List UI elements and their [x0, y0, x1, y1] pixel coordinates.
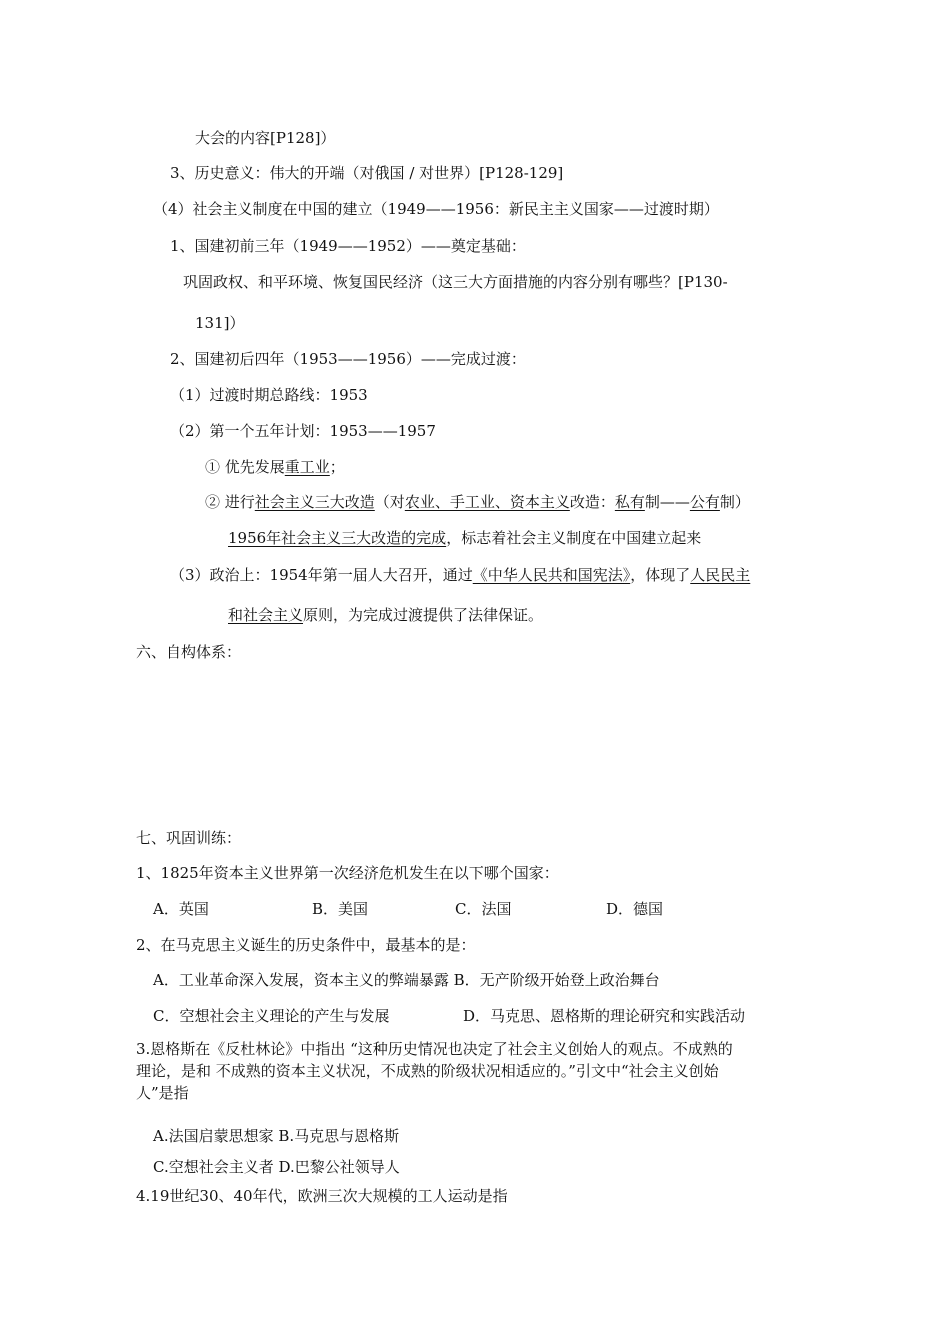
underlined-term: 私有 [614, 493, 645, 511]
text-line: 巩固政权、和平环境、恢复国民经济（这三大方面措施的内容分别有哪些？[P130- [183, 273, 728, 291]
text-line: （1）过渡时期总路线：1953 [170, 386, 368, 404]
underlined-term: 和社会主义 [228, 606, 304, 624]
option: C．空想社会主义理论的产生与发展 [153, 1007, 390, 1025]
text-span: （3）政治上：1954年第一届人大召开，通过 [170, 566, 473, 584]
underlined-term: 农业、手工业、资本主义 [404, 493, 570, 511]
question: 人”是指 [136, 1084, 189, 1102]
text-line: （2）第一个五年计划：1953——1957 [170, 422, 436, 440]
option: C.空想社会主义者 D.巴黎公社领导人 [153, 1158, 400, 1176]
text-line: 2、国建初后四年（1953——1956）——完成过渡： [170, 350, 526, 368]
text-span: ，标志着社会主义制度在中国建立起来 [446, 529, 702, 547]
question: 2、在马克思主义诞生的历史条件中，最基本的是： [136, 936, 476, 954]
option: A．工业革命深入发展，资本主义的弊端暴露 B．无产阶级开始登上政治舞台 [153, 971, 660, 989]
option: A.法国启蒙思想家 B.马克思与恩格斯 [153, 1127, 400, 1145]
underlined-term: 人民民主 [690, 566, 751, 584]
question: 4.19世纪30、40年代，欧洲三次大规模的工人运动是指 [136, 1187, 508, 1205]
text-line: 大会的内容[P128]） [195, 129, 336, 147]
text-span: 改造： [569, 493, 615, 511]
text-span: 原则，为完成过渡提供了法律保证。 [303, 606, 544, 624]
option: A．英国 [153, 900, 209, 918]
question: 理论，是和 不成熟的资本主义状况，不成熟的阶级状况相适应的。”引文中“社会主义创始 [136, 1062, 719, 1080]
text-span: 制） [719, 493, 750, 511]
text-span: ，体现了 [630, 566, 691, 584]
text-span: 制—— [644, 493, 690, 511]
section-heading: 六、自构体系： [136, 643, 242, 661]
option: D．马克思、恩格斯的理论研究和实践活动 [463, 1007, 746, 1025]
text-line [228, 528, 701, 548]
underlined-term: 重工业 [284, 458, 330, 476]
question: 3.恩格斯在《反杜林论》中指出 “这种历史情况也决定了社会主义创始人的观点。不成熟的 [136, 1040, 733, 1058]
option: B．美国 [312, 900, 369, 918]
text-line [205, 492, 750, 512]
text-span: ② 进行 [205, 493, 255, 511]
underlined-term: 1956年社会主义三大改造的完成 [228, 529, 447, 547]
text-line: （4）社会主义制度在中国的建立（1949——1956：新民主主义国家——过渡时期） [153, 200, 719, 218]
text-line [205, 457, 345, 477]
question: 1、1825年资本主义世界第一次经济危机发生在以下哪个国家： [136, 864, 559, 882]
option: C．法国 [455, 900, 512, 918]
text-line [228, 605, 543, 625]
text-line: 3、历史意义：伟大的开端（对俄国 / 对世界）[P128-129] [170, 164, 564, 182]
text-line: 1、国建初前三年（1949——1952）——奠定基础： [170, 237, 526, 255]
underlined-term: 社会主义三大改造 [254, 493, 375, 511]
text-span: ① 优先发展 [205, 458, 285, 476]
text-line: 131]） [195, 314, 245, 332]
text-span: （对 [374, 493, 405, 511]
underlined-term: 公有 [689, 493, 720, 511]
option: D．德国 [606, 900, 664, 918]
text-span: ； [329, 458, 345, 476]
underlined-term: 《中华人民共和国宪法》 [472, 566, 631, 584]
section-heading: 七、巩固训练： [136, 829, 242, 847]
text-line [170, 565, 750, 585]
